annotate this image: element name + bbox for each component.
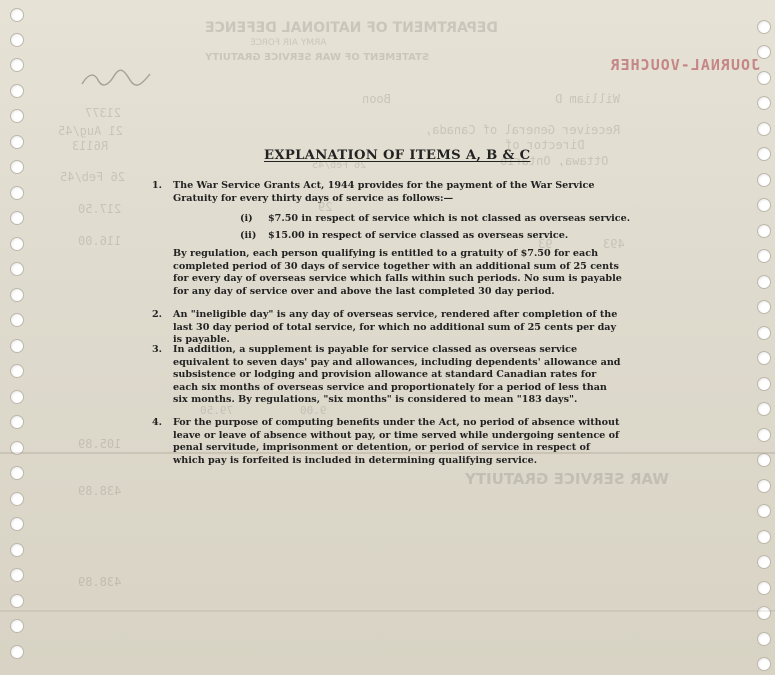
sub-item-text: $7.50 in respect of service which is not classed as overseas service. (268, 213, 631, 224)
feed-hole (10, 594, 24, 608)
feed-hole (757, 632, 771, 646)
sub-item (240, 213, 630, 224)
list-item (152, 417, 622, 467)
feed-hole (10, 517, 24, 531)
feed-hole (757, 402, 771, 416)
show-through-text: Receiver General of Canada, (425, 123, 621, 137)
show-through-value: 116.00 (78, 234, 122, 248)
list-item (152, 344, 622, 407)
right-feed-holes (757, 0, 773, 675)
feed-hole (757, 504, 771, 518)
feed-hole (757, 122, 771, 136)
feed-hole (10, 364, 24, 378)
feed-hole (757, 606, 771, 620)
show-through-value: 26 Feb/45 (60, 170, 126, 184)
feed-hole (757, 428, 771, 442)
feed-hole (10, 237, 24, 251)
show-through-value: 26 Feb/45 (312, 160, 367, 171)
left-feed-holes (10, 0, 26, 675)
sub-item (240, 230, 568, 241)
item-number: 1. (152, 180, 163, 191)
show-through-value: 29 (318, 200, 333, 214)
feed-hole (10, 33, 24, 47)
feed-hole (757, 555, 771, 569)
feed-hole (10, 262, 24, 276)
feed-hole (10, 466, 24, 480)
item-text: For the purpose of computing benefits under the Act, no period of absence without leave or leave of absence without pay, or time served while undergoing sentence of penal servitude, imprisonment or detention, or period of service in respect of which pay is forfeited is included in determining qualifying service. (173, 417, 620, 466)
sub-item-marker: (ii) (240, 230, 257, 241)
feed-hole (10, 288, 24, 302)
item-number: 4. (152, 417, 163, 428)
show-through-value: R6113 (72, 139, 109, 153)
show-through-value: 438.89 (78, 484, 122, 498)
feed-hole (10, 339, 24, 353)
feed-hole (757, 275, 771, 289)
show-through-text: STATEMENT OF WAR SERVICE GRATUITY (205, 52, 430, 63)
show-through-banner: WAR SERVICE GRATUITY (465, 470, 669, 488)
feed-hole (10, 211, 24, 225)
item-text: In addition, a supplement is payable for service classed as overseas service equivalent to seven days' pay and allowances, including dependents' allowance and subsistence or lodging and provision allowance at standard Canadian rates for each six months of overseas service and proportionately for a period of less than six months. By regulations, "six months" is considered to mean "183 days". (173, 344, 621, 406)
feed-hole (757, 453, 771, 467)
show-through-text: William D (555, 92, 621, 106)
feed-hole (757, 530, 771, 544)
feed-hole (757, 351, 771, 365)
feed-hole (10, 109, 24, 123)
item-text: By regulation, each person qualifying is entitled to a gratuity of $7.50 for each completed period of 30 days of service together with an additional sum of 25 cents for every day of overseas service which falls within such periods. No sum is payable for any day of service over and above the last completed 30 day period. (173, 248, 622, 297)
show-through-text: Ottawa, Ontario (500, 154, 609, 168)
show-through-value: 79.50 (200, 404, 234, 417)
feed-hole (757, 479, 771, 493)
list-item (152, 309, 622, 347)
feed-hole (10, 84, 24, 98)
feed-hole (757, 657, 771, 671)
feed-hole (10, 390, 24, 404)
feed-hole (757, 147, 771, 161)
feed-hole (757, 20, 771, 34)
pencil-annotation (80, 68, 152, 90)
feed-hole (757, 300, 771, 314)
show-through-value: 438.89 (78, 575, 122, 589)
item-text: The War Service Grants Act, 1944 provides for the payment of the War Service Gratuity for every thirty days of service as follows:— (173, 180, 595, 204)
show-through-value: 217.50 (78, 202, 122, 216)
feed-hole (10, 135, 24, 149)
feed-hole (10, 619, 24, 633)
show-through-text: Boon (362, 92, 391, 106)
feed-hole (10, 313, 24, 327)
feed-hole (10, 543, 24, 557)
feed-hole (10, 568, 24, 582)
show-through-value: 9.00 (300, 404, 327, 417)
feed-hole (757, 581, 771, 595)
feed-hole (10, 645, 24, 659)
sub-item-text: $15.00 in respect of service classed as overseas service. (268, 230, 569, 241)
feed-hole (10, 186, 24, 200)
feed-hole (757, 173, 771, 187)
show-through-value: 93 (538, 237, 553, 251)
item-text: An "ineligible day" is any day of overseas service, rendered after completion of the last 30 day period of total service, for which no additional sum of 25 cents per day is payable. (173, 309, 618, 346)
show-through-value: 21 Aug/45 (58, 124, 124, 138)
page-title: EXPLANATION OF ITEMS A, B & C (264, 148, 531, 163)
feed-hole (757, 198, 771, 212)
feed-hole (10, 492, 24, 506)
show-through-value: 105.89 (78, 437, 122, 451)
show-through-value: 21377 (85, 106, 122, 120)
feed-hole (757, 96, 771, 110)
feed-hole (757, 249, 771, 263)
item-number: 3. (152, 344, 163, 355)
show-through-text: Director of (505, 138, 585, 152)
feed-hole (10, 415, 24, 429)
feed-hole (10, 58, 24, 72)
journal-voucher-stamp: JOURNAL-VOUCHER (609, 56, 760, 74)
feed-hole (10, 160, 24, 174)
item-number: 2. (152, 309, 163, 320)
fold-line (0, 610, 775, 612)
show-through-text: ARMY AIR FORCE (250, 38, 327, 48)
show-through-header: DEPARTMENT OF NATIONAL DEFENCE (205, 20, 499, 36)
feed-hole (757, 224, 771, 238)
feed-hole (10, 8, 24, 22)
show-through-value: 493 (603, 237, 625, 251)
sub-item-marker: (i) (240, 213, 253, 224)
feed-hole (757, 377, 771, 391)
list-item (152, 180, 622, 205)
feed-hole (757, 326, 771, 340)
list-item (152, 248, 622, 298)
